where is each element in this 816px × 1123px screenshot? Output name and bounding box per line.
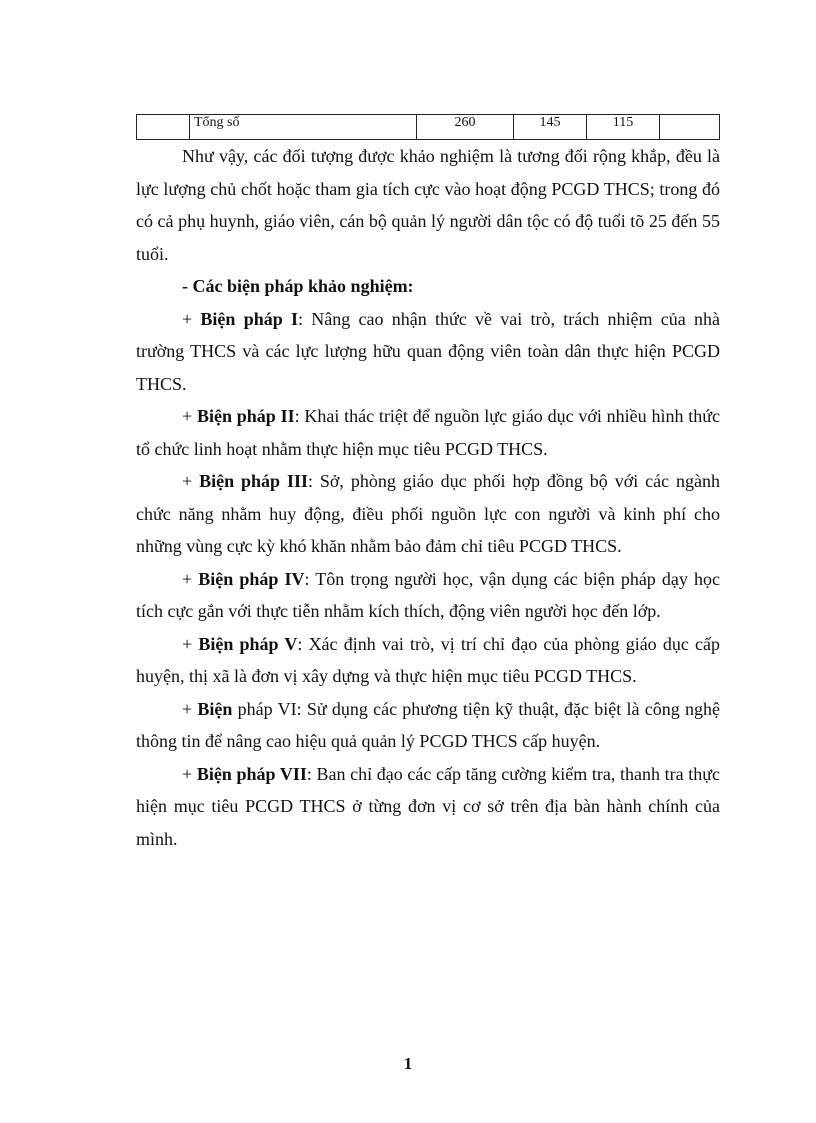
bullet: + — [182, 568, 199, 589]
measure-paragraph-3 — [136, 465, 720, 563]
measure-text: pháp VI: Sử dụng các phương tiện kỹ thuật, đặc biệt là công nghệ thông tin để nâng cao hiệu quả quản lý PCGD THCS cấp huyện. — [136, 698, 720, 751]
table-cell-empty — [660, 115, 720, 140]
table-cell-value: 145 — [514, 115, 587, 140]
table-row — [137, 115, 720, 140]
section-heading: Các biện pháp khảo nghiệm: — [192, 276, 414, 296]
measure-label: Biện pháp IV — [198, 568, 305, 589]
bullet: + — [182, 308, 201, 329]
bullet: + — [182, 633, 199, 654]
measure-paragraph-5 — [136, 628, 720, 693]
section-heading-paragraph — [136, 270, 720, 303]
body-text — [136, 140, 720, 855]
section-prefix: - — [182, 276, 193, 296]
measure-text: : Ban chỉ đạo các cấp tăng cường kiểm tra, thanh tra thực hiện mục tiêu PCGD THCS ở từng đơn vị cơ sở trên địa bàn hành chính của mình. — [136, 763, 721, 849]
table-cell-value: 115 — [587, 115, 660, 140]
measure-label: Biện pháp VII — [196, 763, 307, 784]
measure-label: Biện pháp II — [196, 406, 295, 426]
measure-text: : Khai thác triệt để nguồn lực giáo dục với nhiều hình thức tổ chức linh hoạt nhằm thực hiện mục tiêu PCGD THCS. — [136, 406, 720, 459]
measure-paragraph-7 — [136, 758, 720, 856]
measure-paragraph-6 — [136, 693, 720, 758]
page-number: 1 — [403, 1054, 413, 1073]
measure-paragraph-4 — [136, 563, 720, 628]
intro-paragraph: Như vậy, các đối tượng được khảo nghiệm là tương đối rộng khắp, đều là lực lượng chủ chốt hoặc tham gia tích cực vào hoạt động PCGD THCS; trong đó có cả phụ huynh, giáo viên, cán bộ quản lý người dân tộc có độ tuổi tõ 25 đến 55 tuổi. — [136, 146, 720, 264]
measure-text: : Tôn trọng người học, vận dụng các biện pháp dạy học tích cực gắn với thực tiễn nhằm kích thích, động viên người học đến lớp. — [136, 568, 720, 621]
measure-paragraph-1 — [136, 303, 720, 401]
table-cell-total-label: Tổng số — [190, 115, 417, 140]
measure-label: Biện pháp III — [199, 471, 308, 491]
measure-text: : Xác định vai trò, vị trí chỉ đạo của phòng giáo dục cấp huyện, thị xã là đơn vị xây dựng và thực hiện mục tiêu PCGD THCS. — [136, 633, 720, 686]
bullet: + — [182, 406, 197, 426]
table-cell-value: 260 — [417, 115, 514, 140]
measure-text: : Nâng cao nhận thức về vai trò, trách nhiệm của nhà trường THCS và các lực lượng hữu quan động viên toàn dân thực hiện PCGD THCS. — [136, 308, 720, 394]
bullet: + — [182, 471, 200, 491]
measure-label: Biện — [197, 698, 233, 719]
measure-paragraph-2 — [136, 400, 720, 465]
summary-table — [136, 114, 720, 140]
measure-label: Biện pháp V — [198, 633, 298, 654]
bullet: + — [182, 698, 198, 719]
bullet: + — [182, 763, 197, 784]
measure-label: Biện pháp I — [200, 308, 298, 329]
table-cell-empty — [137, 115, 190, 140]
measure-text: : Sở, phòng giáo dục phối hợp đồng bộ với các ngành chức năng nhằm huy động, điều phối nguồn lực con người và kinh phí cho những vùng cực kỳ khó khăn nhằm bảo đảm chỉ tiêu PCGD THCS. — [136, 471, 721, 556]
